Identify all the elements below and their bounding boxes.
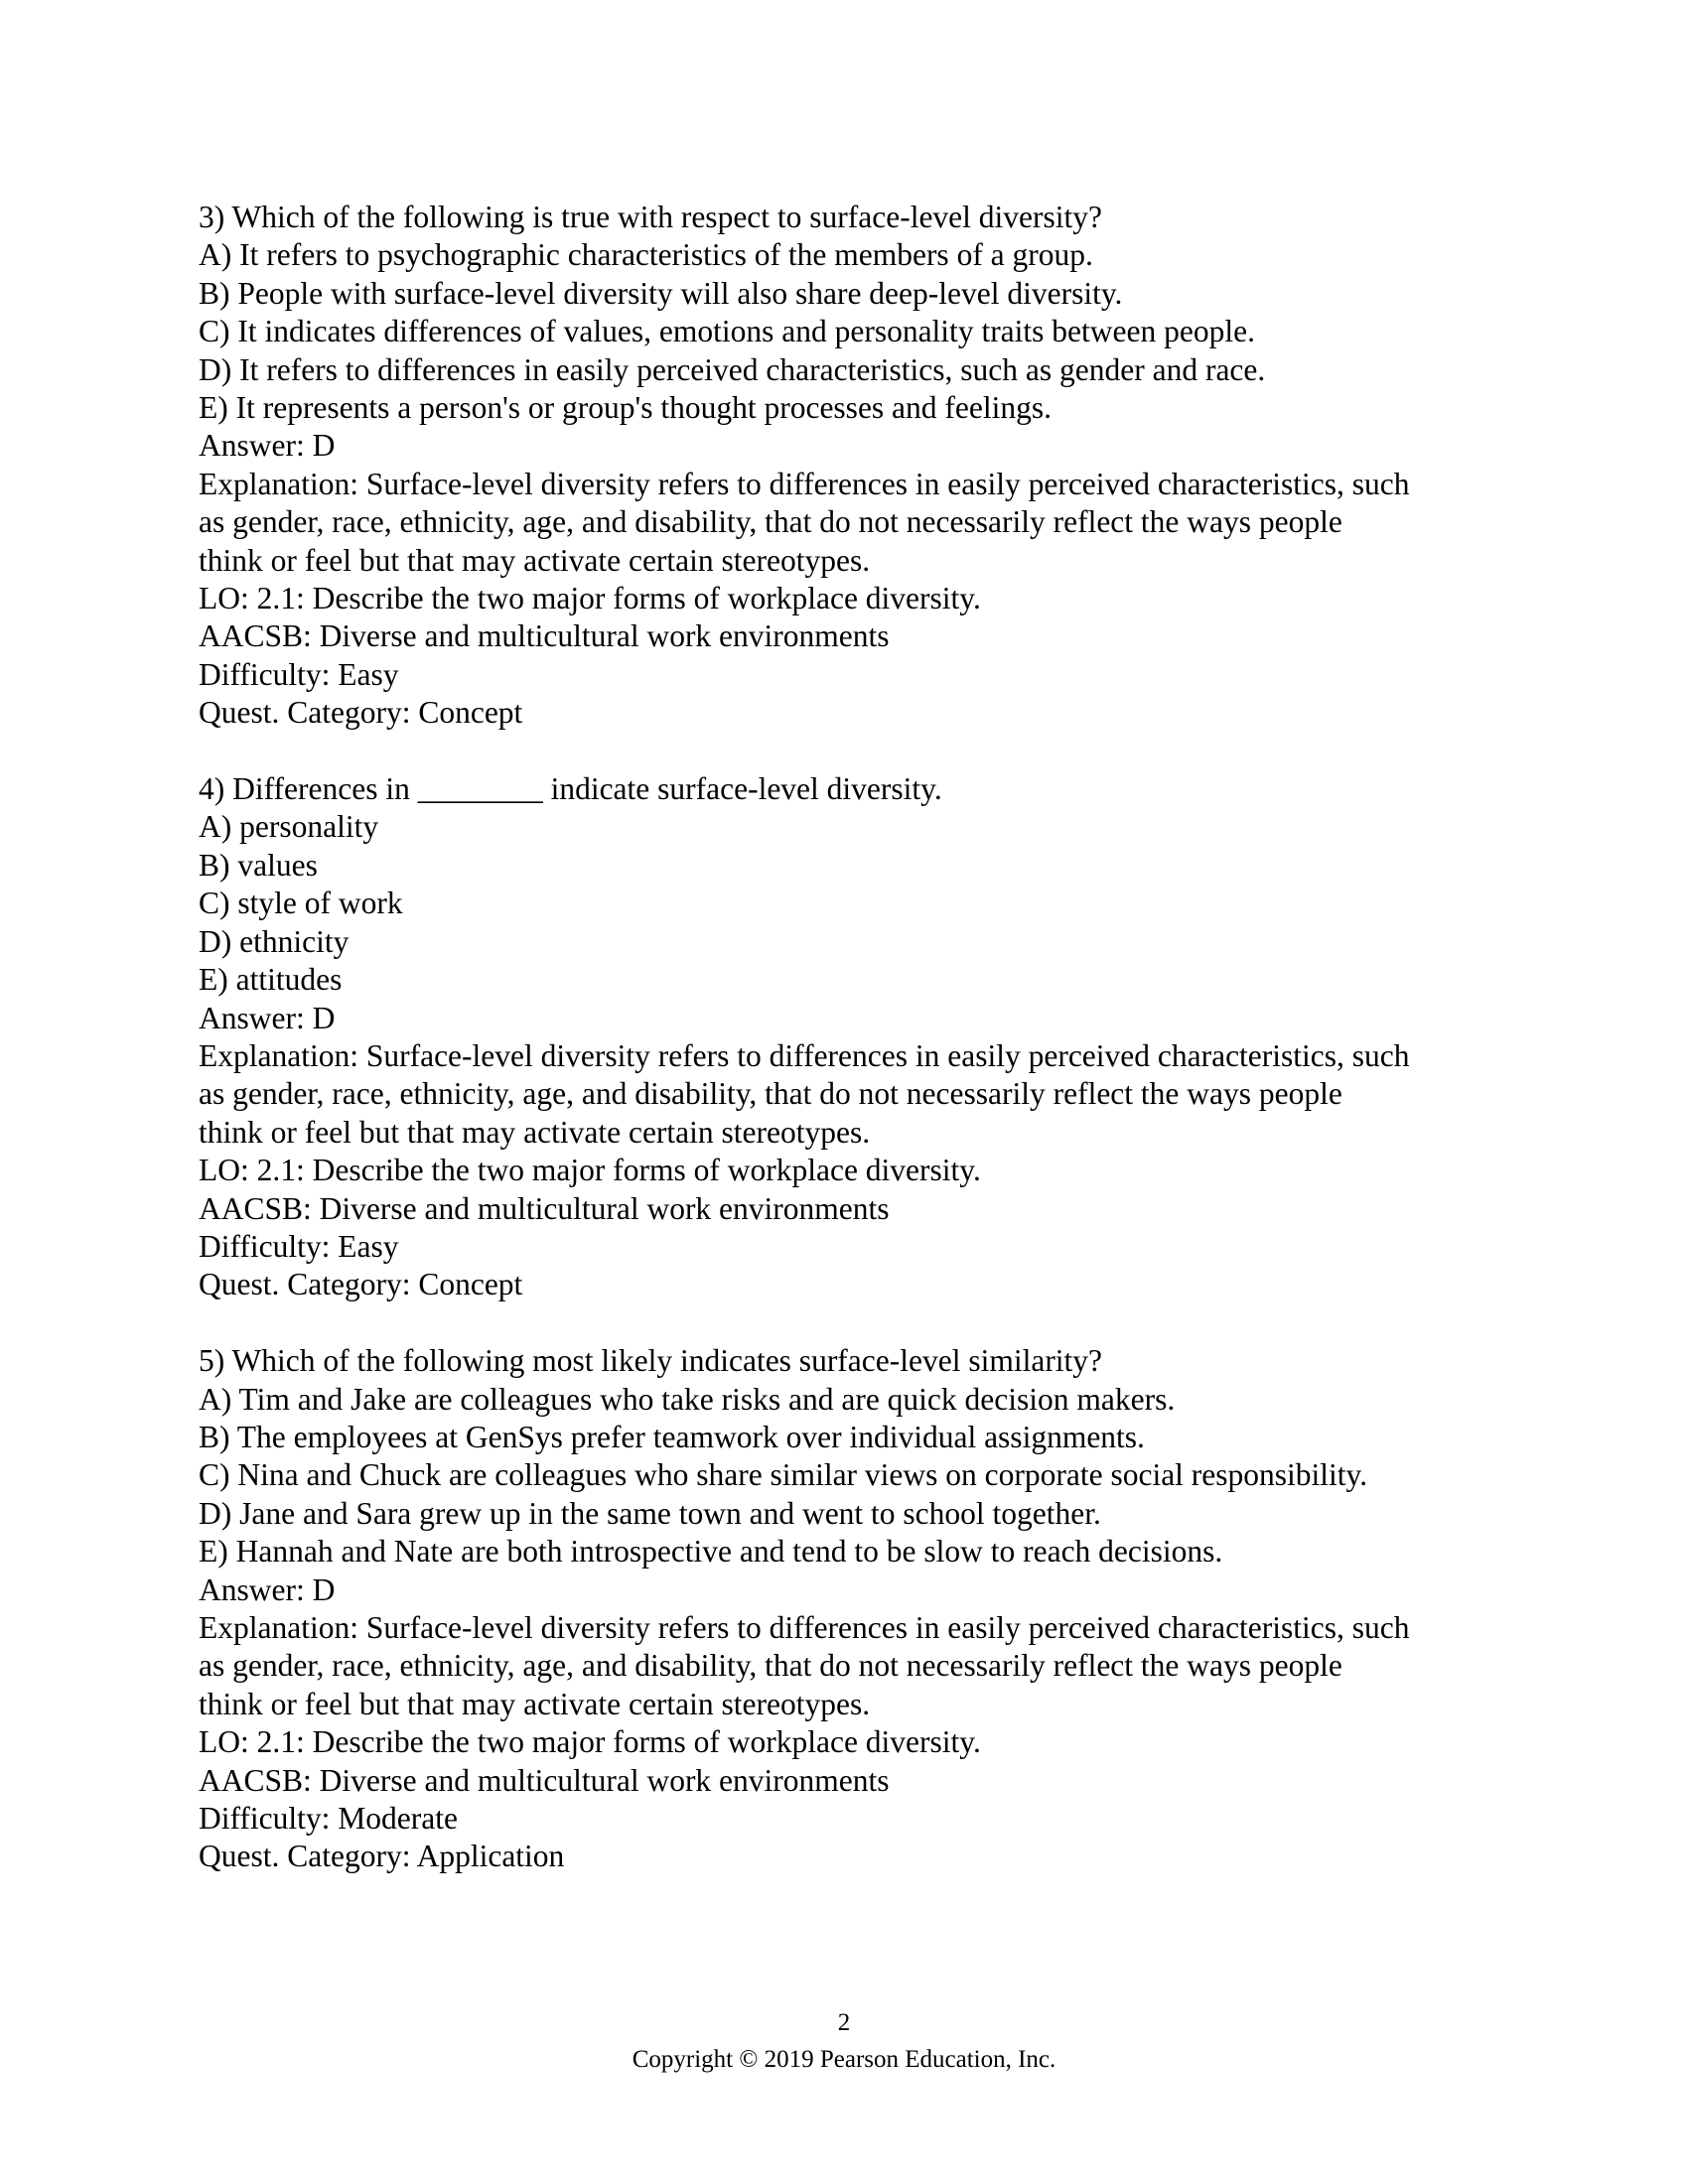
explanation-line: as gender, race, ethnicity, age, and disability, that do not necessarily reflect the ways people bbox=[199, 504, 1342, 540]
learning-objective: LO: 2.1: Describe the two major forms of workplace diversity. bbox=[199, 581, 981, 616]
question-stem: 4) Differences in ________ indicate surface-level diversity. bbox=[199, 771, 942, 807]
learning-objective: LO: 2.1: Describe the two major forms of workplace diversity. bbox=[199, 1724, 981, 1760]
answer: Answer: D bbox=[199, 1571, 336, 1607]
question-stem: 3) Which of the following is true with respect to surface-level diversity? bbox=[199, 200, 1103, 234]
question-3 bbox=[199, 199, 1509, 733]
question-category: Quest. Category: Concept bbox=[199, 1267, 523, 1302]
explanation-line: Explanation: Surface-level diversity refers to differences in easily perceived characteristics, such bbox=[199, 1610, 1410, 1645]
explanation-line: think or feel but that may activate certain stereotypes. bbox=[199, 1686, 871, 1721]
page-number: 2 bbox=[837, 2009, 851, 2036]
aacsb-tag: AACSB: Diverse and multicultural work environments bbox=[199, 1190, 890, 1226]
option-a: A) personality bbox=[199, 809, 379, 845]
option-a: A) It refers to psychographic characteristics of the members of a group. bbox=[199, 237, 1093, 273]
question-stem: 5) Which of the following most likely indicates surface-level similarity? bbox=[199, 1343, 1103, 1379]
answer: Answer: D bbox=[199, 1000, 336, 1035]
option-c: C) style of work bbox=[199, 886, 403, 921]
copyright-notice: Copyright © 2019 Pearson Education, Inc. bbox=[632, 2046, 1056, 2073]
question-5 bbox=[199, 1342, 1509, 1876]
aacsb-tag: AACSB: Diverse and multicultural work environments bbox=[199, 1762, 890, 1798]
option-d: D) ethnicity bbox=[199, 923, 350, 959]
option-e: E) attitudes bbox=[199, 962, 343, 998]
answer: Answer: D bbox=[199, 428, 336, 464]
explanation-line: Explanation: Surface-level diversity refers to differences in easily perceived characteristics, such bbox=[199, 466, 1410, 501]
option-a: A) Tim and Jake are colleagues who take risks and are quick decision makers. bbox=[199, 1381, 1176, 1417]
option-d: D) Jane and Sara grew up in the same town and went to school together. bbox=[199, 1495, 1101, 1531]
option-b: B) The employees at GenSys prefer teamwork over individual assignments. bbox=[199, 1419, 1145, 1454]
difficulty: Difficulty: Easy bbox=[199, 1228, 399, 1264]
question-4 bbox=[199, 770, 1509, 1304]
explanation-line: think or feel but that may activate certain stereotypes. bbox=[199, 1114, 871, 1150]
explanation-line: as gender, race, ethnicity, age, and disability, that do not necessarily reflect the ways people bbox=[199, 1648, 1342, 1684]
question-list bbox=[199, 199, 1509, 1876]
option-e: E) It represents a person's or group's thought processes and feelings. bbox=[199, 390, 1053, 426]
explanation-line: Explanation: Surface-level diversity refers to differences in easily perceived characteristics, such bbox=[199, 1037, 1410, 1073]
option-d: D) It refers to differences in easily perceived characteristics, such as gender and race. bbox=[199, 351, 1266, 387]
option-c: C) Nina and Chuck are colleagues who share similar views on corporate social responsibility. bbox=[199, 1457, 1368, 1493]
learning-objective: LO: 2.1: Describe the two major forms of workplace diversity. bbox=[199, 1153, 981, 1188]
option-c: C) It indicates differences of values, emotions and personality traits between people. bbox=[199, 314, 1255, 349]
aacsb-tag: AACSB: Diverse and multicultural work environments bbox=[199, 618, 890, 654]
option-b: B) People with surface-level diversity will also share deep-level diversity. bbox=[199, 275, 1123, 311]
difficulty: Difficulty: Easy bbox=[199, 656, 399, 692]
question-category: Quest. Category: Application bbox=[199, 1839, 565, 1874]
explanation-line: think or feel but that may activate certain stereotypes. bbox=[199, 542, 871, 578]
option-b: B) values bbox=[199, 847, 318, 883]
difficulty: Difficulty: Moderate bbox=[199, 1801, 458, 1837]
question-category: Quest. Category: Concept bbox=[199, 695, 523, 731]
explanation-line: as gender, race, ethnicity, age, and disability, that do not necessarily reflect the ways people bbox=[199, 1076, 1342, 1112]
option-e: E) Hannah and Nate are both introspective and tend to be slow to reach decisions. bbox=[199, 1534, 1223, 1570]
